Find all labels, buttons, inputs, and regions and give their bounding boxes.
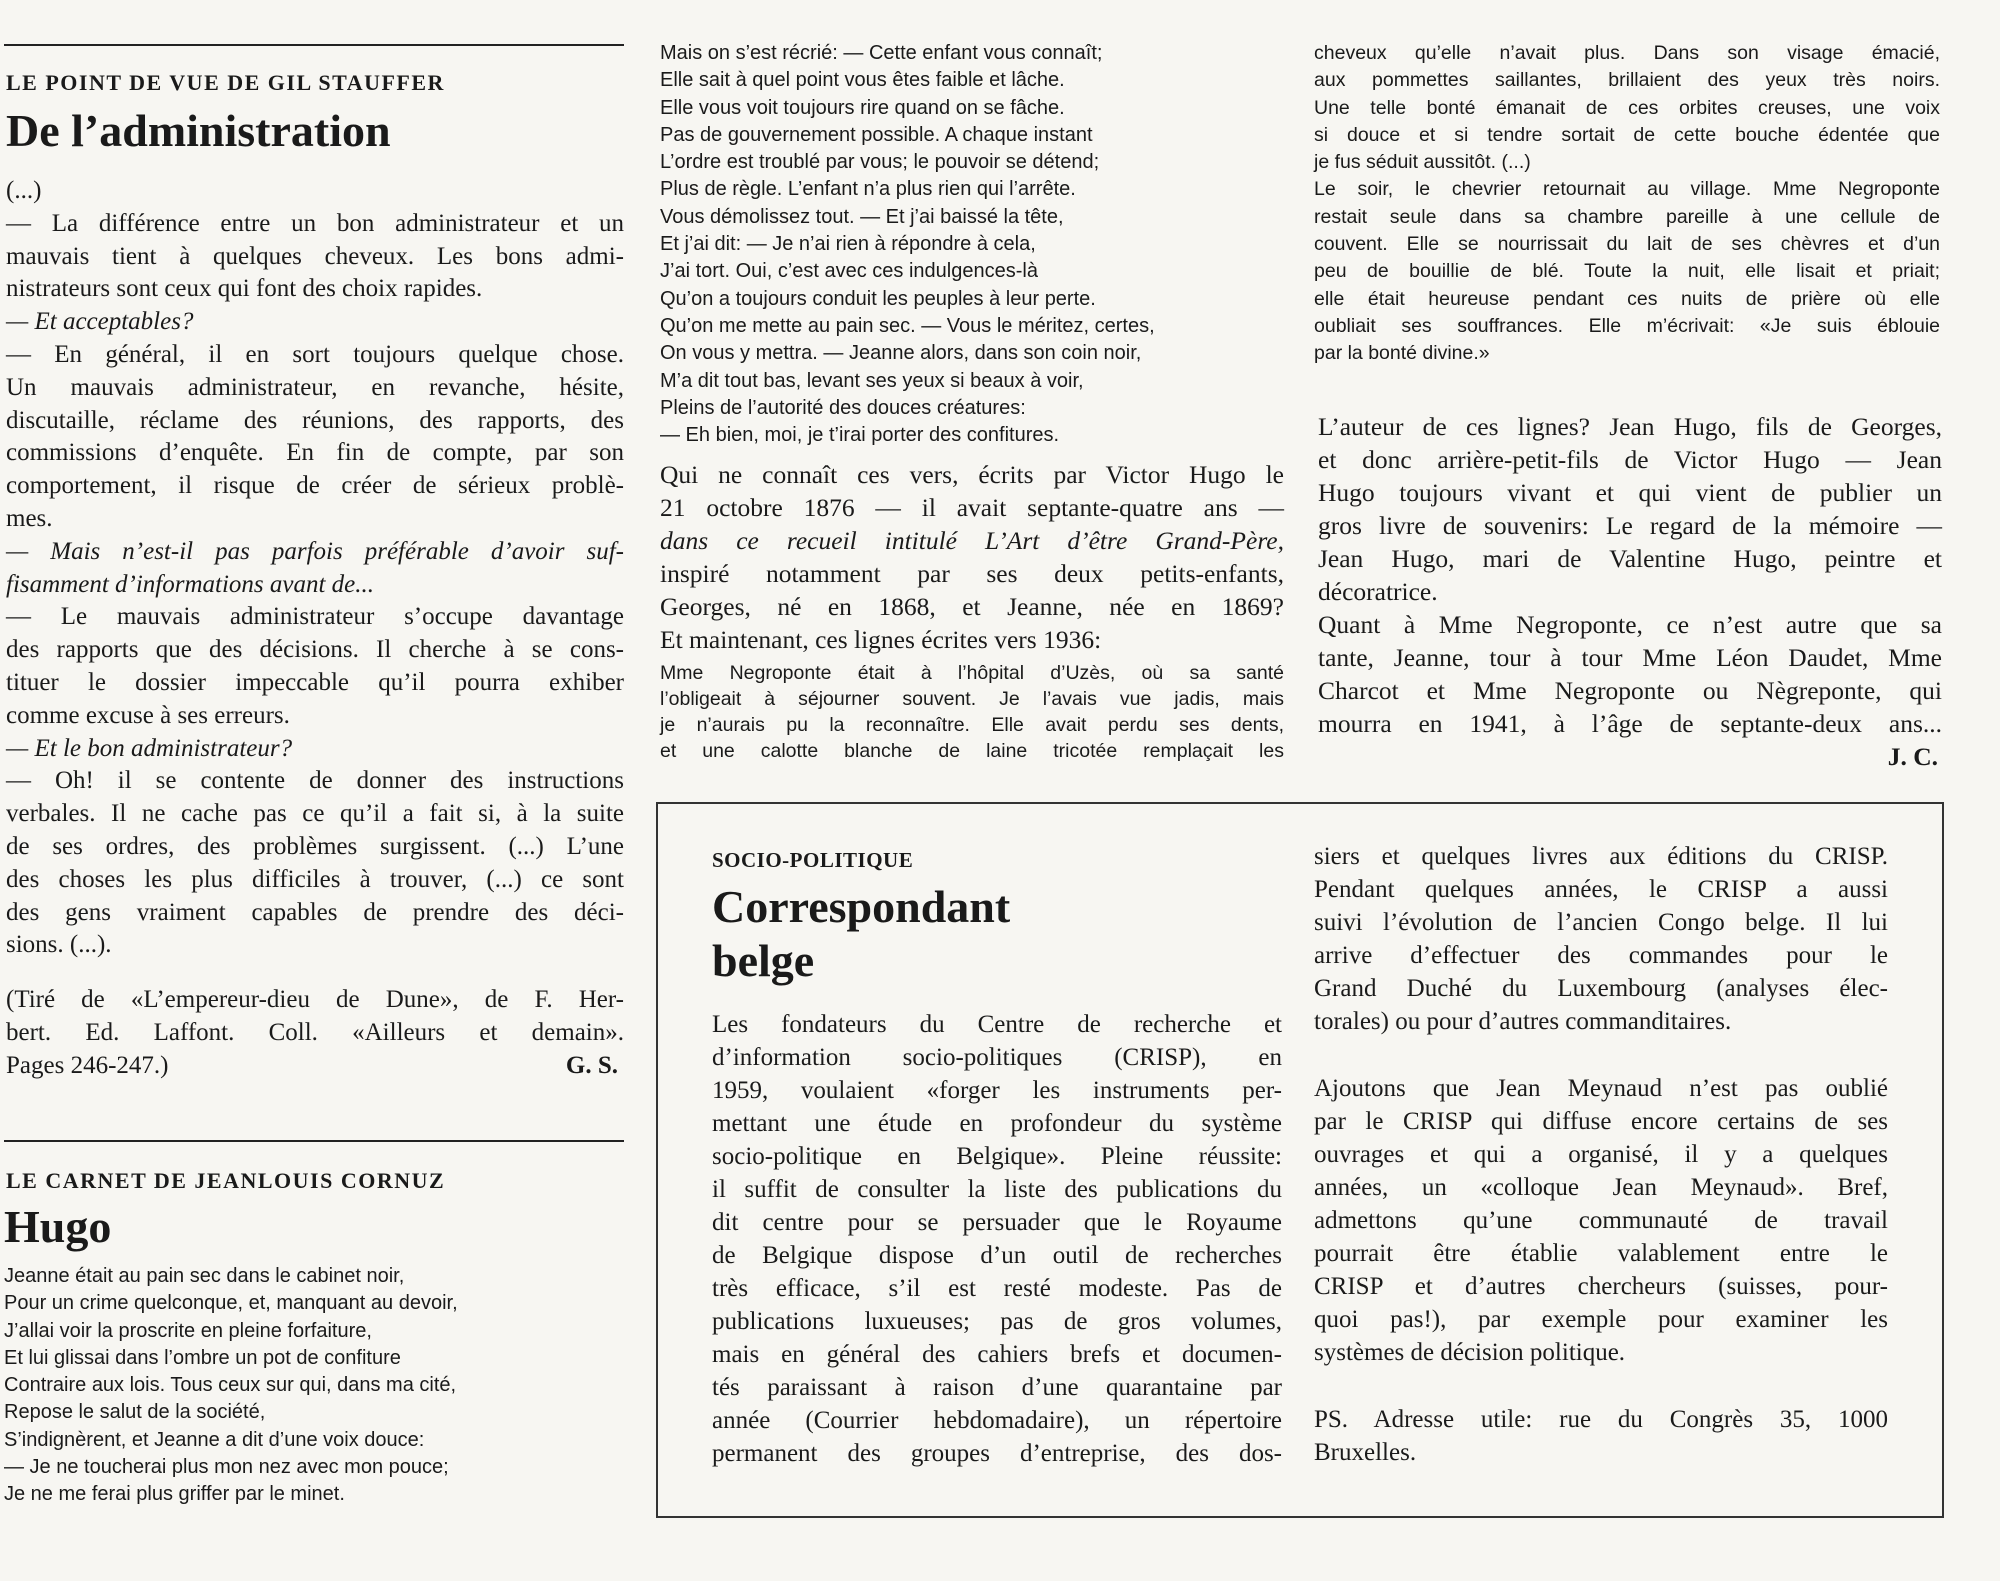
text-line: commissions d’enquête. En fin de compte, par son	[6, 439, 624, 467]
text-line: Quant à Mme Negroponte, ce n’est autre que sa	[1318, 610, 1942, 639]
divider-rule-col1	[4, 1140, 624, 1142]
text-line: mettant une étude en profondeur du système	[712, 1110, 1282, 1137]
text-line: Ajoutons que Jean Meynaud n’est pas oublié	[1314, 1075, 1888, 1102]
text-line: il suffit de consulter la liste des publications du	[712, 1176, 1282, 1203]
question-line: — Mais n’est-il pas parfois préférable d’avoir suf-	[6, 537, 624, 565]
text-line: torales) ou pour d’autres commanditaires.	[1314, 1008, 1732, 1035]
text-line: des rapports que des décisions. Il cherche à se cons-	[6, 636, 624, 664]
title-correspondant-belge	[712, 880, 1010, 988]
poem-part2	[660, 40, 1290, 449]
poem-line: — Je ne toucherai plus mon nez avec mon pouce;	[4, 1456, 449, 1479]
poem-line: Jeanne était au pain sec dans le cabinet noir,	[4, 1265, 405, 1287]
signature-gs: G. S.	[565, 1051, 618, 1079]
poem-line: Vous démolissez tout. — Et j’ai baissé la tête,	[660, 205, 1064, 228]
quote-line: restait seule dans sa chambre pareille à une cellule de	[1314, 205, 1940, 228]
text-line: suivi l’évolution de l’ancien Congo belge. Il lui	[1314, 909, 1888, 936]
text-line: (...)	[6, 177, 42, 204]
text-line: dit centre pour se persuader que le Royaume	[712, 1209, 1282, 1236]
quote-col2	[660, 660, 1284, 764]
text-line: Georges, né en 1868, et Jeanne, née en 1869?	[660, 592, 1284, 621]
text-line: verbales. Il ne cache pas ce qu’il a fait si, à la suite	[6, 800, 624, 828]
text-line: très efficace, s’il est resté modeste. Pas de	[712, 1275, 1282, 1302]
text-line: PS. Adresse utile: rue du Congrès 35, 1000	[1314, 1406, 1888, 1433]
poem-line: Mais on s’est récrié: — Cette enfant vous connaît;	[660, 42, 1103, 64]
text-line: ouvrages et qui a organisé, il y a quelques	[1314, 1141, 1888, 1168]
quote-line: Mme Negroponte était à l’hôpital d’Uzès, où sa santé	[660, 662, 1284, 684]
poem-line: Je ne me ferai plus griffer par le minet.	[4, 1483, 345, 1506]
hugo-prose-col2	[660, 458, 1284, 656]
text-line: arrive d’effectuer des commandes pour le	[1314, 942, 1888, 969]
quote-line: cheveux qu’elle n’avait plus. Dans son visage émacié,	[1314, 42, 1940, 64]
quote-line: couvent. Elle se nourrissait du lait de ses chèvres et d’un	[1314, 233, 1940, 256]
text-line: 1959, voulaient «forger les instruments per-	[712, 1077, 1282, 1104]
text-line: des gens vraiment capables de prendre des déci-	[6, 898, 624, 926]
poem-line: J’allai voir la proscrite en pleine forfaiture,	[4, 1319, 372, 1342]
quote-line: je fus séduit aussitôt. (...)	[1314, 151, 1531, 174]
text-line: socio-politique en Belgique». Pleine réussite:	[712, 1143, 1282, 1170]
source-line: Pages 246-247.)	[6, 1051, 169, 1079]
source-line: bert. Ed. Laffont. Coll. «Ailleurs et demain».	[6, 1018, 624, 1046]
kicker-stauffer: LE POINT DE VUE DE GIL STAUFFER	[6, 70, 445, 95]
text-line: mes.	[6, 504, 53, 532]
poem-line: Contraire aux lois. Tous ceux sur qui, dans ma cité,	[4, 1374, 457, 1397]
text-line: mourra en 1941, à l’âge de septante-deux ans...	[1318, 709, 1942, 738]
text-line: siers et quelques livres aux éditions du CRISP.	[1314, 843, 1888, 870]
text-line: Bruxelles.	[1314, 1439, 1417, 1466]
quote-line: oubliait ses souffrances. Elle m’écrivait: «Je suis éblouie	[1314, 314, 1940, 337]
text-line: Les fondateurs du Centre de recherche et	[712, 1011, 1282, 1038]
text-line: tante, Jeanne, tour à tour Mme Léon Daudet, Mme	[1318, 643, 1942, 672]
text-line: année (Courrier hebdomadaire), un répertoire	[712, 1407, 1282, 1434]
text-line: — Oh! il se contente de donner des instructions	[6, 767, 624, 795]
title-administration: De l’administration	[6, 105, 391, 156]
text-line: inspiré notamment par ses deux petits-enfants,	[660, 559, 1284, 588]
text-line: publications luxueuses; pas de gros volumes,	[712, 1308, 1282, 1335]
text-line: Qui ne connaît ces vers, écrits par Victor Hugo le	[660, 460, 1284, 489]
text-line: 21 octobre 1876 — il avait septante-quatre ans —	[660, 493, 1284, 522]
box-right-column	[1314, 840, 1888, 1469]
quote-line: Une telle bonté émanait de ces orbites creuses, une voix	[1314, 96, 1940, 119]
text-line: discutaille, réclame des réunions, des rapports, des	[6, 406, 624, 434]
poem-line: Qu’on a toujours conduit les peuples à leur perte.	[660, 287, 1096, 310]
text-line: — En général, il en sort toujours quelque chose.	[6, 340, 624, 368]
poem-line: S’indignèrent, et Jeanne a dit d’une voix douce:	[4, 1428, 425, 1451]
text-line: comme excuse à ses erreurs.	[6, 701, 290, 729]
poem-line: Et j’ai dit: — Je n’ai rien à répondre à cela,	[660, 233, 1036, 256]
text-line: pourrait être établie valablement entre le	[1314, 1240, 1888, 1267]
question-line: fisamment d’informations avant de...	[6, 570, 375, 598]
text-line: — Le mauvais administrateur s’occupe davantage	[6, 603, 624, 631]
text-line: décoratrice.	[1318, 577, 1438, 606]
text-line: Pendant quelques années, le CRISP a aussi	[1314, 876, 1888, 903]
box-left-column	[712, 1008, 1282, 1470]
text-line: Charcot et Mme Negroponte ou Nègreponte, qui	[1318, 676, 1942, 705]
text-line: nistrateurs sont ceux qui font des choix rapides.	[6, 275, 483, 303]
poem-line: Pas de gouvernement possible. A chaque instant	[660, 123, 1093, 146]
quote-line: et une calotte blanche de laine tricotée remplaçait les	[660, 740, 1284, 762]
hugo-prose-col3	[1318, 410, 1942, 773]
text-line: dans ce recueil intitulé L’Art d’être Grand-Père,	[660, 526, 1284, 555]
poem-line: On vous y mettra. — Jeanne alors, dans son coin noir,	[660, 342, 1142, 365]
text-line: Grand Duché du Luxembourg (analyses élec-	[1314, 975, 1888, 1002]
text-line: Et maintenant, ces lignes écrites vers 1936:	[660, 625, 1102, 654]
poem-line: — Eh bien, moi, je t’irai porter des confitures.	[660, 424, 1060, 447]
text-line: sions. (...).	[6, 931, 112, 959]
text-line: tés paraissant à raison d’une quarantaine par	[712, 1374, 1282, 1401]
quote-line: peu de bouillie de blé. Toute la nuit, elle lisait et priait;	[1314, 260, 1940, 283]
poem-line: J’ai tort. Oui, c’est avec ces indulgences-là	[660, 260, 1038, 283]
text-line: tituer le dossier impeccable qu’il pourra exhiber	[6, 668, 624, 696]
text-line: CRISP et d’autres chercheurs (suisses, pour-	[1314, 1273, 1888, 1300]
quote-line: aux pommettes saillantes, brillaient des yeux très noirs.	[1314, 69, 1940, 92]
quote-line: elle était heureuse pendant ces nuits de prière où elle	[1314, 287, 1940, 310]
text-line: permanent des groupes d’entreprise, des dos-	[712, 1440, 1282, 1467]
text-line: gros livre de souvenirs: Le regard de la mémoire —	[1318, 511, 1942, 540]
text-line: d’information socio-politiques (CRISP), en	[712, 1044, 1282, 1071]
text-line: Jean Hugo, mari de Valentine Hugo, peintre et	[1318, 544, 1942, 573]
text-line: mauvais tient à quelques cheveux. Les bons admi-	[6, 242, 624, 270]
poem-line: Pour un crime quelconque, et, manquant au devoir,	[4, 1292, 458, 1315]
poem-line: Elle vous voit toujours rire quand on se fâche.	[660, 96, 1065, 119]
source-line: (Tiré de «L’empereur-dieu de Dune», de F. Her-	[6, 986, 624, 1014]
poem-line: L’ordre est troublé par vous; le pouvoir se détend;	[660, 151, 1100, 174]
text-line: mais en général des cahiers brefs et documen-	[712, 1341, 1282, 1368]
poem-line: Et lui glissai dans l’ombre un pot de confiture	[4, 1346, 401, 1369]
question-line: — Et le bon administrateur?	[6, 734, 293, 762]
poem-line: Pleins de l’autorité des douces créatures:	[660, 396, 1026, 419]
poem-line: Plus de règle. L’enfant n’a plus rien qui l’arrête.	[660, 178, 1076, 201]
text-line: par le CRISP qui diffuse encore certains de ses	[1314, 1108, 1888, 1135]
text-line: comportement, il risque de créer de sérieux problè-	[6, 472, 624, 500]
title-hugo: Hugo	[4, 1201, 112, 1252]
text-line: de Belgique dispose d’un outil de recherches	[712, 1242, 1282, 1269]
quote-line: si douce et si tendre sortait de cette bouche édentée que	[1314, 123, 1940, 146]
poem-line: Qu’on me mette au pain sec. — Vous le méritez, certes,	[660, 314, 1155, 337]
title-line: Correspondant	[712, 881, 1011, 932]
title-line: belge	[712, 935, 815, 986]
text-line: — La différence entre un bon administrateur et un	[6, 209, 624, 237]
kicker-cornuz: LE CARNET DE JEANLOUIS CORNUZ	[6, 1168, 446, 1193]
quote-line: l’obligeait à séjourner souvent. Je l’avais vue jadis, mais	[660, 688, 1284, 710]
article-administration	[6, 175, 624, 1083]
kicker-socio-politique: SOCIO-POLITIQUE	[712, 848, 914, 872]
text-line: Un mauvais administrateur, en revanche, hésite,	[6, 373, 624, 401]
poem-line: M’a dit tout bas, levant ses yeux si beaux à voir,	[660, 369, 1084, 392]
poem-line: Repose le salut de la société,	[4, 1401, 266, 1424]
text-line: systèmes de décision politique.	[1314, 1339, 1626, 1366]
text-line: de ses ordres, des problèmes surgissent. (...) L’une	[6, 832, 624, 860]
quote-col3	[1314, 40, 1940, 368]
poem-line: Elle sait à quel point vous êtes faible et lâche.	[660, 69, 1065, 92]
quote-line: Le soir, le chevrier retournait au village. Mme Negroponte	[1314, 178, 1940, 201]
top-rule-col1	[4, 44, 624, 46]
poem-part1	[4, 1263, 624, 1509]
text-line: années, un «colloque Jean Meynaud». Bref,	[1314, 1174, 1888, 1201]
signature-jc: J. C.	[1887, 742, 1938, 771]
question-line: — Et acceptables?	[6, 308, 194, 336]
text-line: des choses les plus difficiles à trouver, (...) ce sont	[6, 865, 624, 893]
quote-line: je n’aurais pu la reconnaître. Elle avait perdu ses dents,	[660, 714, 1284, 736]
text-line: Hugo toujours vivant et qui vient de publier un	[1318, 478, 1942, 507]
text-line: admettons qu’une communauté de travail	[1314, 1207, 1888, 1234]
text-line: quoi pas!), par exemple pour examiner les	[1314, 1306, 1888, 1333]
text-line: L’auteur de ces lignes? Jean Hugo, fils de Georges,	[1318, 412, 1942, 441]
quote-line: par la bonté divine.»	[1314, 342, 1490, 365]
text-line: et donc arrière-petit-fils de Victor Hugo — Jean	[1318, 445, 1942, 474]
